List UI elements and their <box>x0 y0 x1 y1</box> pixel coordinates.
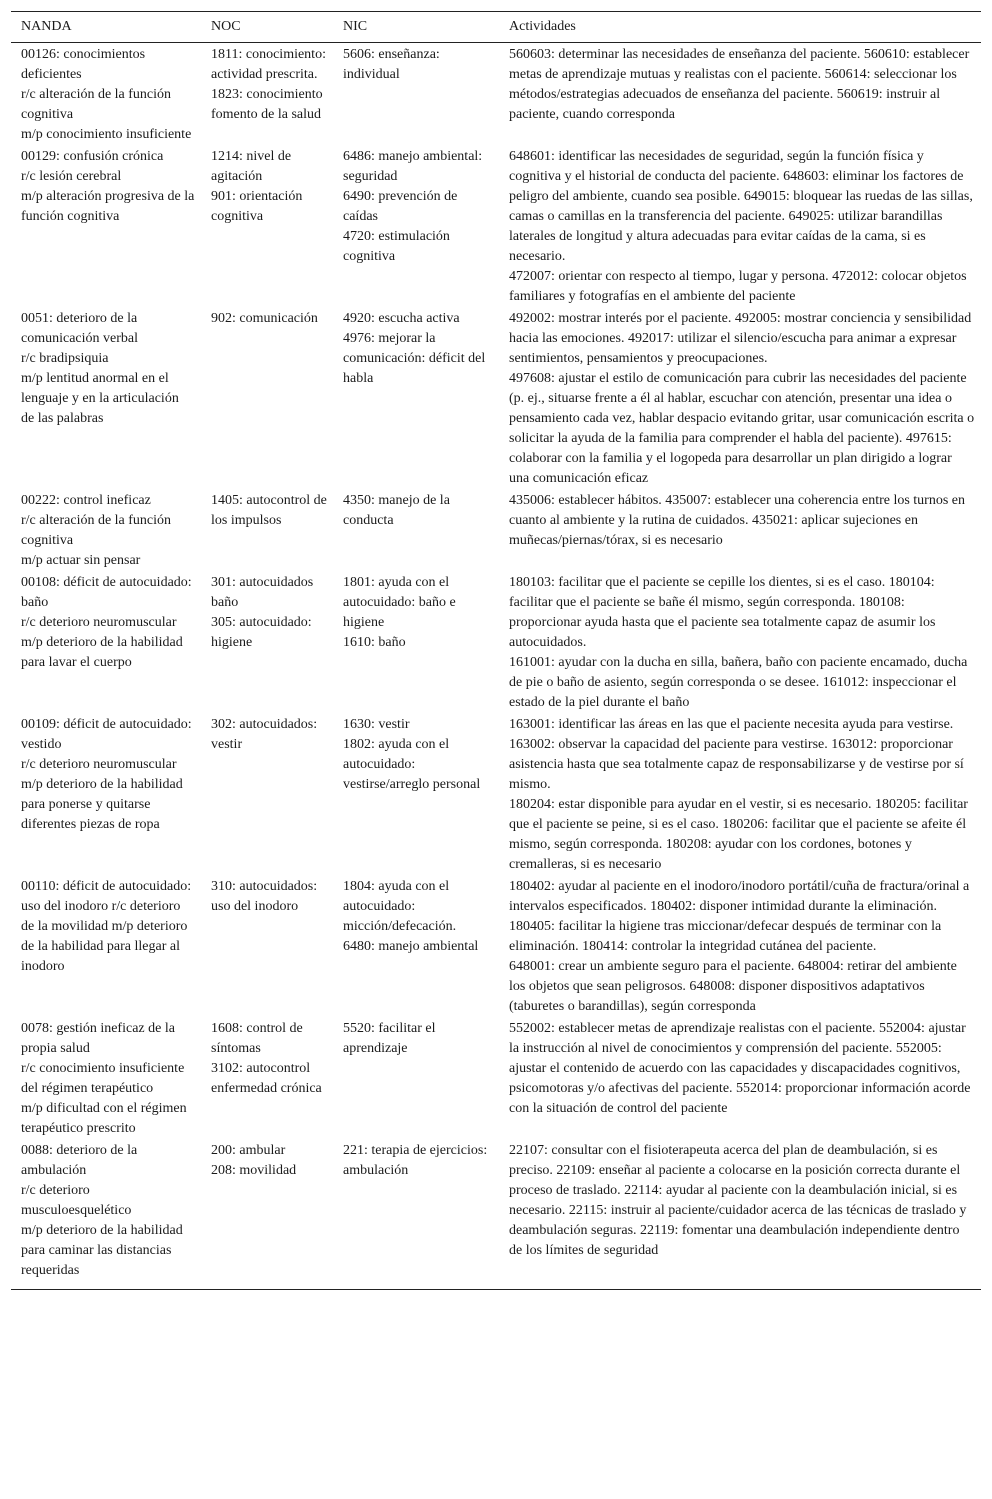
actividades-text-line: 648601: identificar las necesidades de seguridad, según la función física y cognitiva y el historial de conducta del paciente. 648603: eliminar los factores de peligro del ambiente, cuando sea posible. 649015: bloquear las ruedas de las sillas, camas o camillas en la transferencia del paciente. 649025: utilizar barandillas laterales de longitud y altura adecuadas para evitar caídas de la cama, si es necesario. <box>509 149 973 264</box>
table-row <box>11 489 981 571</box>
noc-text-line: 302: autocuidados: vestir <box>211 717 318 752</box>
nanda-text-line: r/c bradipsiquia <box>21 351 109 366</box>
actividades-text-line: 648001: crear un ambiente seguro para el paciente. 648004: retirar del ambiente los objetos que sean peligrosos. 648008: disponer dispositivos adaptativos (taburetes o barandillas), según corresponda <box>509 959 957 1014</box>
noc-text-line: 301: autocuidados baño <box>211 575 314 610</box>
cell-noc <box>201 43 333 146</box>
cell-noc <box>201 571 333 713</box>
nic-text-line: 4350: manejo de la conducta <box>343 493 450 528</box>
header-nanda: NANDA <box>21 19 72 34</box>
nic-text-line: 221: terapia de ejercicios: ambulación <box>343 1143 488 1178</box>
actividades-text-line: 163001: identificar las áreas en las que el paciente necesita ayuda para vestirse. 163002: observar la capacidad del paciente para vestirse. 163012: proporcionar asistencia hasta que sea totalmente capaz de responsabilizarse y de vestirse por sí mismo. <box>509 717 964 792</box>
cell-noc <box>201 875 333 1017</box>
cell-nic <box>333 43 499 146</box>
nanda-text-line: 0078: gestión ineficaz de la propia salud <box>21 1021 175 1056</box>
care-plan-table <box>11 11 981 1290</box>
noc-text-line: 310: autocuidados: uso del inodoro <box>211 879 318 914</box>
actividades-text-line: 180103: facilitar que el paciente se cepille los dientes, si es el caso. 180104: facilitar que el paciente se bañe él mismo, según corresponda. 180108: proporcionar ayuda hasta que el paciente sea totalmente capaz de asumir los autocuidados. <box>509 575 936 650</box>
nanda-text-line: r/c conocimiento insuficiente del régimen terapéutico <box>21 1061 185 1096</box>
cell-nanda <box>11 713 201 875</box>
noc-text-line: 3102: autocontrol enfermedad crónica <box>211 1061 322 1096</box>
cell-noc <box>201 713 333 875</box>
nic-text-line: 1610: baño <box>343 635 406 650</box>
cell-nanda <box>11 875 201 1017</box>
nic-text-line: 5520: facilitar el aprendizaje <box>343 1021 436 1056</box>
actividades-text-line: 435006: establecer hábitos. 435007: establecer una coherencia entre los turnos en cuanto al ambiente y la rutina de cuidados. 435021: aplicar sujeciones en muñecas/piernas/tórax, si es necesario <box>509 493 966 548</box>
noc-text-line: 1823: conocimiento fomento de la salud <box>211 87 323 122</box>
cell-nanda <box>11 571 201 713</box>
cell-nanda <box>11 1017 201 1139</box>
nic-text-line: 6490: prevención de caídas <box>343 189 458 224</box>
nic-text-line: 4920: escucha activa <box>343 311 460 326</box>
actividades-text-line: 180204: estar disponible para ayudar en el vestir, si es necesario. 180205: facilitar que el paciente se peine, si es el caso. 180206: facilitar que el paciente se afeite él mismo, según corresponda. 180208: ayudar con los cordones, botones y cremalleras, si es necesario <box>509 797 968 872</box>
nanda-text-line: m/p lentitud anormal en el lenguaje y en la articulación de las palabras <box>21 371 179 426</box>
cell-noc <box>201 1017 333 1139</box>
cell-actividades <box>499 43 981 146</box>
nanda-text-line: 00129: confusión crónica <box>21 149 164 164</box>
table-row <box>11 307 981 489</box>
care-plan-table-container <box>11 11 981 1290</box>
nanda-text-line: r/c alteración de la función cognitiva <box>21 87 172 122</box>
header-nic: NIC <box>343 19 368 34</box>
cell-noc <box>201 145 333 307</box>
nic-text-line: 1804: ayuda con el autocuidado: micción/defecación. <box>343 879 457 934</box>
cell-nic <box>333 1139 499 1290</box>
cell-nic <box>333 489 499 571</box>
actividades-text-line: 161001: ayudar con la ducha en silla, bañera, baño con paciente encamado, ducha de pie o baño de asiento, según corresponda o se desee. 161012: inspeccionar el estado de la piel durante el baño <box>509 655 968 710</box>
cell-actividades <box>499 307 981 489</box>
nic-text-line: 6480: manejo ambiental <box>343 939 479 954</box>
nanda-text-line: 00126: conocimientos deficientes <box>21 47 146 82</box>
cell-nic <box>333 145 499 307</box>
cell-noc <box>201 307 333 489</box>
nanda-text-line: 00108: déficit de autocuidado: baño <box>21 575 192 610</box>
cell-actividades <box>499 713 981 875</box>
nanda-text-line: 0051: deterioro de la comunicación verbal <box>21 311 139 346</box>
cell-nanda <box>11 307 201 489</box>
noc-text-line: 1608: control de síntomas <box>211 1021 303 1056</box>
nanda-text-line: m/p deterioro de la habilidad para caminar las distancias requeridas <box>21 1223 183 1278</box>
header-actividades: Actividades <box>509 19 576 34</box>
nanda-text-line: m/p alteración progresiva de la función cognitiva <box>21 189 195 224</box>
actividades-text-line: 560603: determinar las necesidades de enseñanza del paciente. 560610: establecer metas de aprendizaje mutuas y realistas con el paciente. 560614: seleccionar los métodos/estrategias adecuados de enseñanza del paciente. 560619: instruir al paciente, cuando corresponda <box>509 47 970 122</box>
cell-nic <box>333 571 499 713</box>
noc-text-line: 208: movilidad <box>211 1163 297 1178</box>
cell-actividades <box>499 1017 981 1139</box>
table-row <box>11 713 981 875</box>
noc-text-line: 1214: nivel de agitación <box>211 149 292 184</box>
noc-text-line: 1405: autocontrol de los impulsos <box>211 493 327 528</box>
nic-text-line: 4720: estimulación cognitiva <box>343 229 450 264</box>
cell-actividades <box>499 875 981 1017</box>
cell-actividades <box>499 1139 981 1290</box>
cell-nanda <box>11 145 201 307</box>
nanda-text-line: r/c lesión cerebral <box>21 169 122 184</box>
actividades-text-line: 472007: orientar con respecto al tiempo, lugar y persona. 472012: colocar objetos familiares y fotografías en el ambiente del paciente <box>509 269 967 304</box>
cell-actividades <box>499 571 981 713</box>
cell-actividades <box>499 489 981 571</box>
table-header <box>11 12 981 43</box>
nic-text-line: 1802: ayuda con el autocuidado: vestirse/arreglo personal <box>343 737 481 792</box>
cell-nanda <box>11 43 201 146</box>
noc-text-line: 1811: conocimiento: actividad prescrita. <box>211 47 326 82</box>
cell-noc <box>201 489 333 571</box>
nanda-text-line: m/p conocimiento insuficiente <box>21 127 192 142</box>
noc-text-line: 305: autocuidado: higiene <box>211 615 312 650</box>
nanda-text-line: 00109: déficit de autocuidado: vestido <box>21 717 192 752</box>
nic-text-line: 4976: mejorar la comunicación: déficit del habla <box>343 331 486 386</box>
table-row <box>11 43 981 146</box>
cell-noc <box>201 1139 333 1290</box>
actividades-text-line: 497608: ajustar el estilo de comunicación para cubrir las necesidades del paciente (p. ej., situarse frente a él al hablar, escuchar con atención, presentar una idea o pensamiento cada vez, hablar despacio evitando gritar, usar comunicación escrita o solicitar la ayuda de la familia para comprender el habla del paciente). 497615: colaborar con la familia y el logopeda para desarrollar un plan dirigido a lograr una comunicación eficaz <box>509 371 975 486</box>
table-row <box>11 1139 981 1290</box>
header-noc: NOC <box>211 19 241 34</box>
noc-text-line: 200: ambular <box>211 1143 286 1158</box>
actividades-text-line: 552002: establecer metas de aprendizaje realistas con el paciente. 552004: ajustar la instrucción al nivel de conocimientos y comprensión del paciente. 552005: ajustar el contenido de acuerdo con las capacidades y discapacidades cognitivos, psicomotoras y/o afectivas del paciente. 552014: proporcionar información acorde con la situación de control del paciente <box>509 1021 971 1116</box>
nic-text-line: 1630: vestir <box>343 717 410 732</box>
cell-nanda <box>11 489 201 571</box>
table-body <box>11 43 981 1290</box>
nanda-text-line: m/p deterioro de la habilidad para lavar el cuerpo <box>21 635 183 670</box>
table-row <box>11 875 981 1017</box>
nanda-text-line: r/c deterioro neuromuscular <box>21 757 177 772</box>
actividades-text-line: 22107: consultar con el fisioterapeuta acerca del plan de deambulación, si es preciso. 22109: enseñar al paciente a colocarse en la posición correcta durante el proceso de traslado. 22114: ayudar al paciente con la deambulación inicial, si es necesario. 22115: instruir al paciente/cuidador acerca de las técnicas de traslado y deambulación seguras. 22119: fomentar una deambulación independiente dentro de los límites de seguridad <box>509 1143 967 1258</box>
nanda-text-line: m/p deterioro de la habilidad para ponerse y quitarse diferentes piezas de ropa <box>21 777 183 832</box>
table-row <box>11 145 981 307</box>
cell-nic <box>333 875 499 1017</box>
cell-nic <box>333 713 499 875</box>
cell-nic <box>333 307 499 489</box>
nic-text-line: 6486: manejo ambiental: seguridad <box>343 149 483 184</box>
noc-text-line: 902: comunicación <box>211 311 318 326</box>
nanda-text-line: 00222: control ineficaz <box>21 493 151 508</box>
nic-text-line: 5606: enseñanza: individual <box>343 47 440 82</box>
table-row <box>11 1017 981 1139</box>
table-row <box>11 571 981 713</box>
nanda-text-line: m/p actuar sin pensar <box>21 553 141 568</box>
nanda-text-line: r/c deterioro musculoesquelético <box>21 1183 132 1218</box>
noc-text-line: 901: orientación cognitiva <box>211 189 303 224</box>
nanda-text-line: r/c alteración de la función cognitiva <box>21 513 172 548</box>
nanda-text-line: r/c deterioro neuromuscular <box>21 615 177 630</box>
actividades-text-line: 492002: mostrar interés por el paciente. 492005: mostrar conciencia y sensibilidad hacia las emociones. 492017: utilizar el silencio/escucha para animar a expresar sentimientos, pensamientos y preocupaciones. <box>509 311 972 366</box>
nanda-text-line: 00110: déficit de autocuidado: uso del inodoro r/c deterioro de la movilidad m/p deterioro de la habilidad para llegar al inodoro <box>21 879 192 974</box>
nanda-text-line: m/p dificultad con el régimen terapéutico prescrito <box>21 1101 187 1136</box>
actividades-text-line: 180402: ayudar al paciente en el inodoro/inodoro portátil/cuña de fractura/orinal a intervalos especificados. 180402: disponer intimidad durante la eliminación. 180405: facilitar la higiene tras miccionar/defecar después de terminar con la eliminación. 180414: controlar la integridad cutánea del paciente. <box>509 879 970 954</box>
cell-nanda <box>11 1139 201 1290</box>
nanda-text-line: 0088: deterioro de la ambulación <box>21 1143 138 1178</box>
nic-text-line: 1801: ayuda con el autocuidado: baño e higiene <box>343 575 456 630</box>
cell-actividades <box>499 145 981 307</box>
cell-nic <box>333 1017 499 1139</box>
header-row <box>11 12 981 43</box>
